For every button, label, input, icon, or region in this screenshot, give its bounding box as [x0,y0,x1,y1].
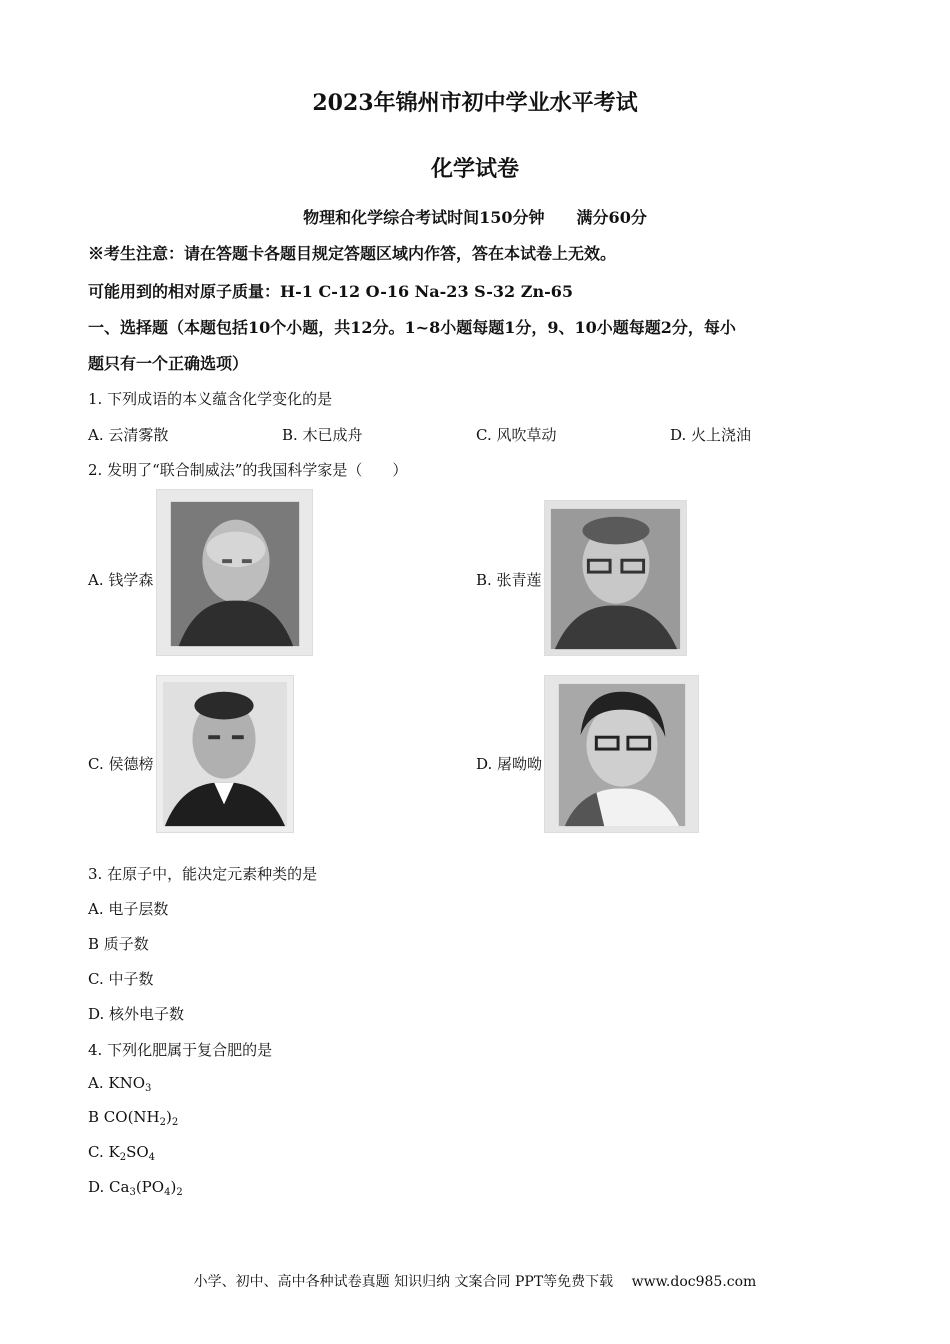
q3-option-b: B 质子数 [88,935,149,953]
portrait-photo-icon [544,675,699,833]
section1-heading-cont: 题只有一个正确选项） [88,354,249,373]
q3-option-d: D. 核外电子数 [88,1005,185,1023]
q2-option-b: B. 张青莲 [476,571,542,589]
q1-option-c: C. 风吹草动 [476,426,557,444]
notice: ※考生注意：请在答题卡各题目规定答题区域内作答，答在本试卷上无效。 [88,244,617,263]
portrait-photo-icon [156,489,313,656]
section1-heading: 一、选择题（本题包括10个小题，共12分。1~8小题每题1分，9、10小题每题2分，每小 [88,318,736,337]
portrait-photo-icon [156,675,294,833]
page-subtitle: 化学试卷 [430,156,519,182]
q1-stem: 1. 下列成语的本义蕴含化学变化的是 [88,390,333,408]
q1-option-b: B. 木已成舟 [282,426,363,444]
page-title: 2023年锦州市初中学业水平考试 [312,90,638,116]
q1-option-a: A. 云清雾散 [88,426,169,444]
q3-option-a: A. 电子层数 [88,900,169,918]
q4-option-d: D. $Ca_3(PO_4)_2$ [88,1178,183,1198]
q1-option-d: D. 火上浇油 [670,426,752,444]
q4-option-c: C. $K_2SO_4$ [88,1143,156,1163]
q4-option-a: A. $KNO_3$ [88,1074,152,1094]
q3-option-c: C. 中子数 [88,970,154,988]
portrait-photo-icon [544,500,687,656]
q4-stem: 4. 下列化肥属于复合肥的是 [88,1041,273,1059]
exam-info: 物理和化学综合考试时间150分钟 满分60分 [303,208,647,227]
page-footer: 小学、初中、高中各种试卷真题 知识归纳 文案合同 PPT等免费下载 www.doc985.com [193,1274,757,1290]
q2-option-a: A. 钱学森 [88,571,154,589]
q2-stem: 2. 发明了“联合制威法”的我国科学家是（ ） [88,461,408,479]
q3-stem: 3. 在原子中，能决定元素种类的是 [88,865,318,883]
q2-option-d: D. 屠呦呦 [476,755,543,773]
q2-option-c: C. 侯德榜 [88,755,154,773]
q4-option-b: B $CO(NH_2)_2$ [88,1108,179,1128]
atomic-masses: 可能用到的相对原子质量：H-1 C-12 O-16 Na-23 S-32 Zn-65 [88,282,573,301]
